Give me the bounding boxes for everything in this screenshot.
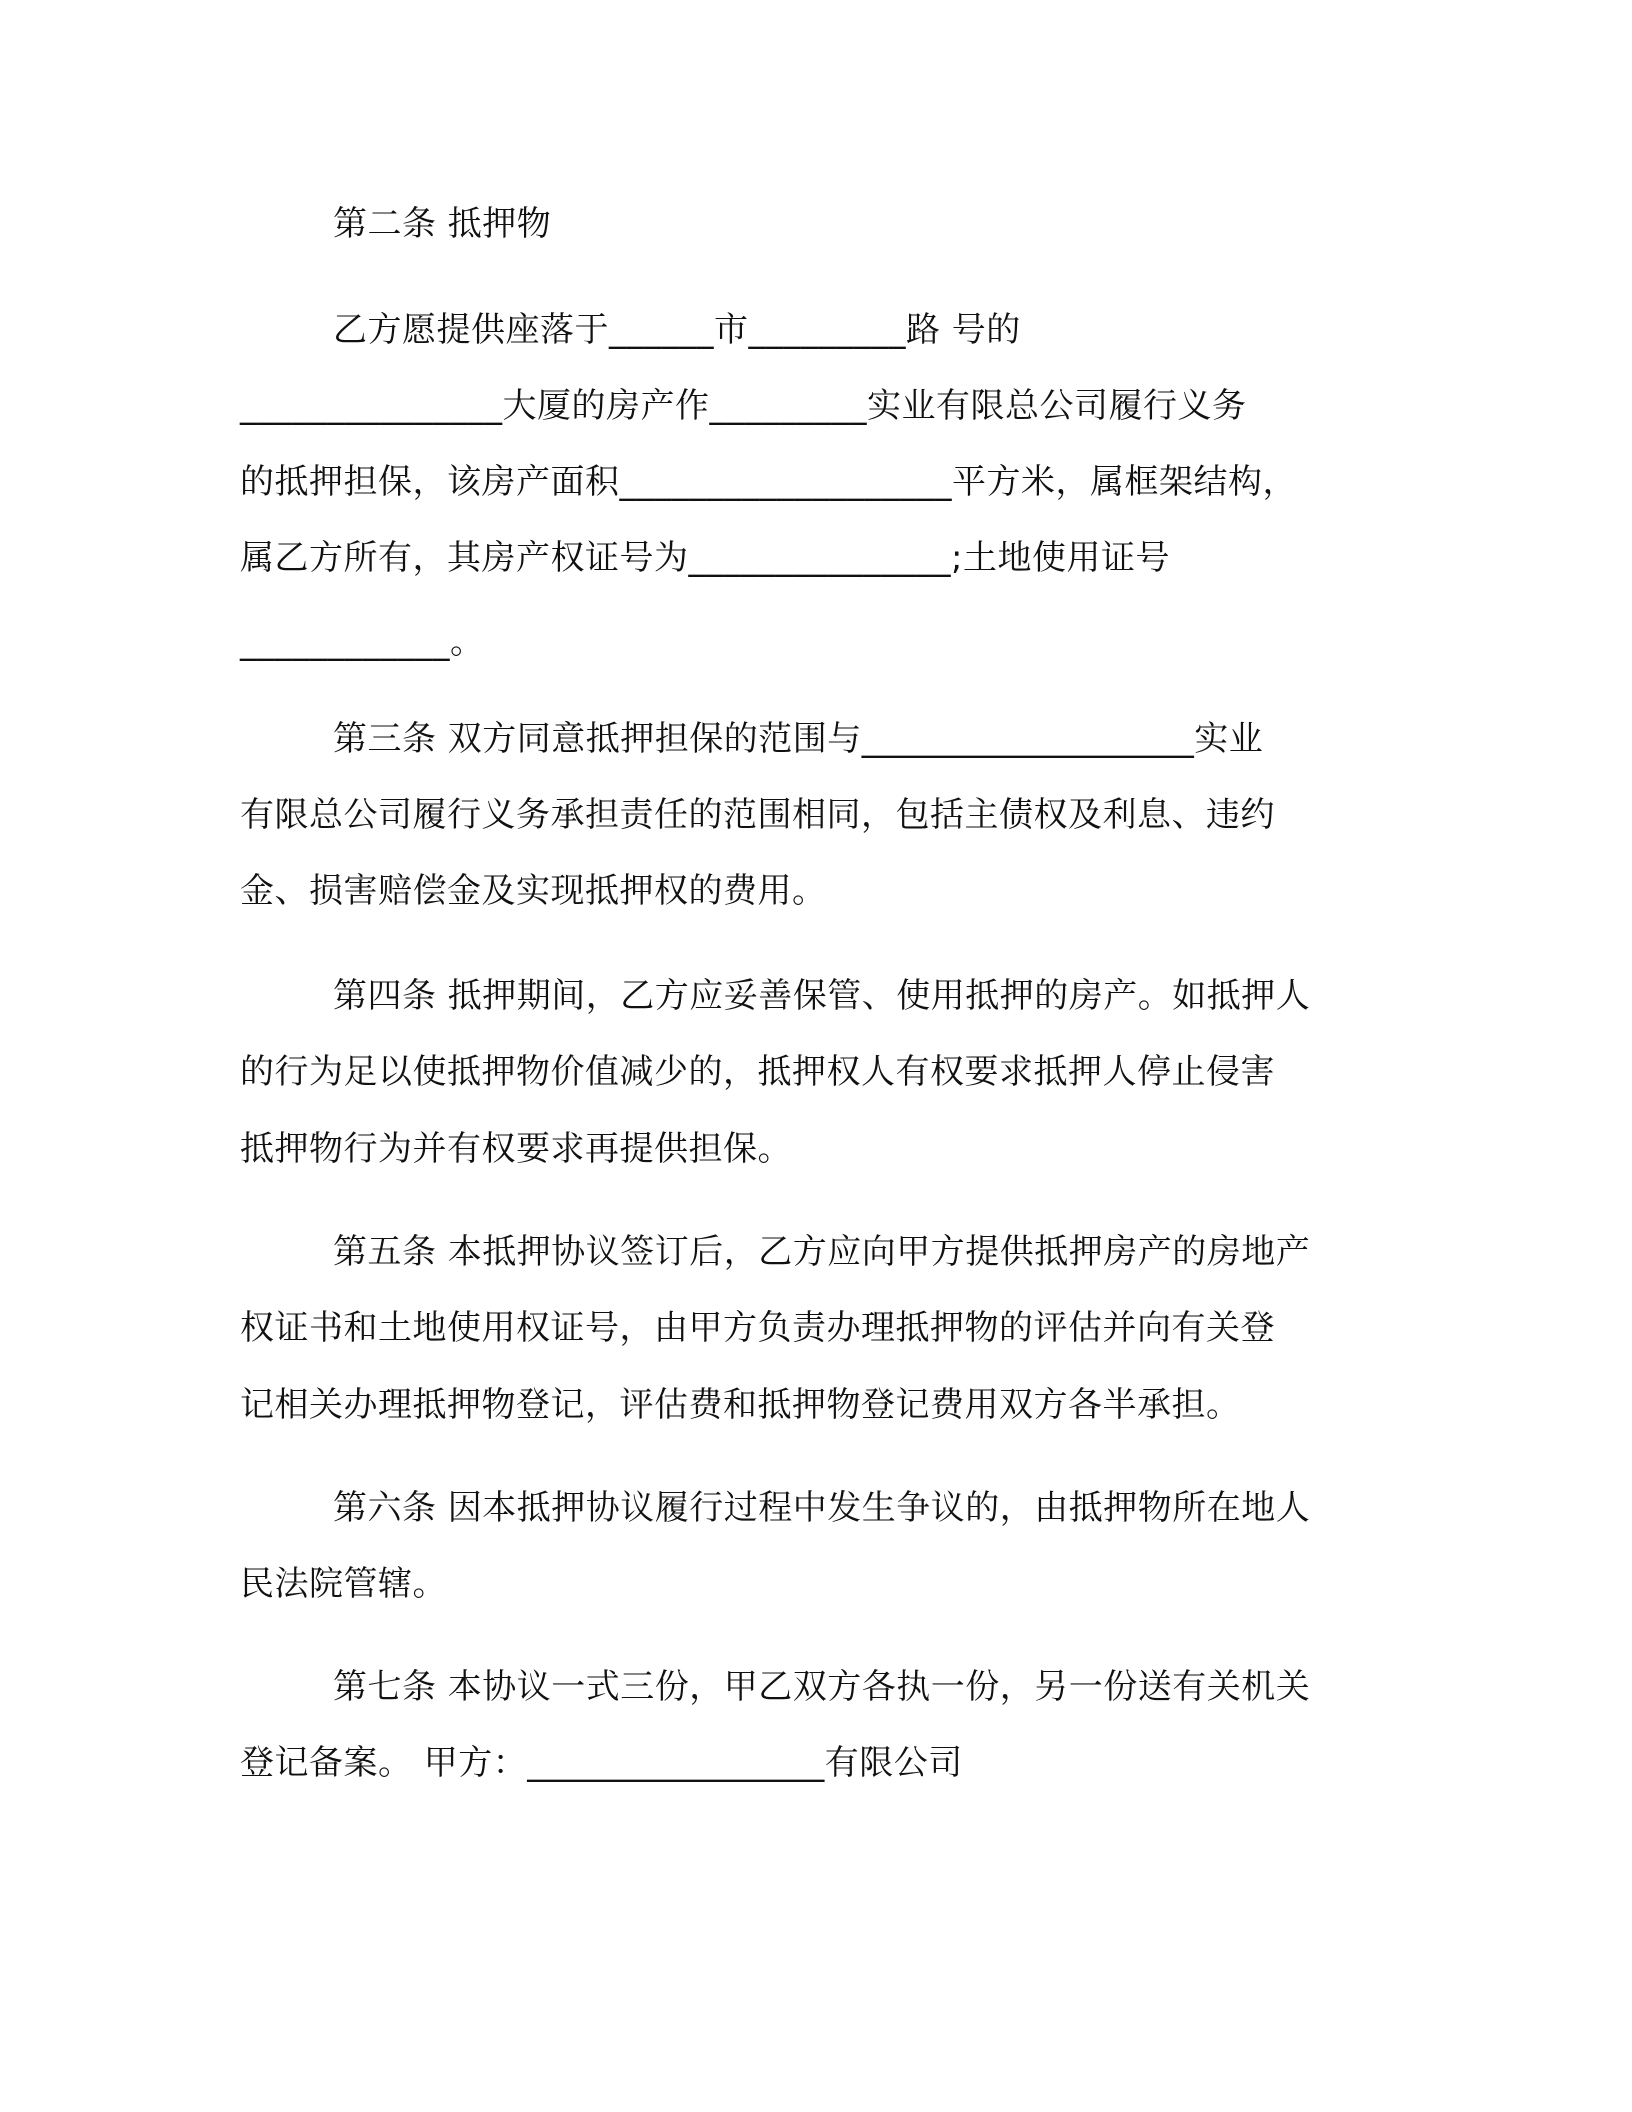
- article-3-line-2: 有限总公司履行义务承担责任的范围相同，包括主债权及利息、违约: [240, 795, 1275, 835]
- article-6-line-1: 第六条 因本抵押协议履行过程中发生争议的，由抵押物所在地人: [333, 1488, 1311, 1528]
- article-5-line-1: 第五条 本抵押协议签订后，乙方应向甲方提供抵押房产的房地产: [333, 1232, 1311, 1272]
- article-6-line-2: 民法院管辖。: [240, 1564, 447, 1604]
- article-7-line-2: 登记备案。 甲方：_________________有限公司: [240, 1743, 963, 1783]
- article-2-title: 第二条 抵押物: [333, 204, 552, 244]
- article-2-line-4: 属乙方所有，其房产权证号为_______________;土地使用证号: [240, 538, 1170, 578]
- article-3-line-3: 金、损害赔偿金及实现抵押权的费用。: [240, 871, 827, 911]
- article-2-line-5: ____________。: [240, 622, 485, 662]
- article-5-line-3: 记相关办理抵押物登记，评估费和抵押物登记费用双方各半承担。: [240, 1385, 1241, 1425]
- article-2-line-3: 的抵押担保，该房产面积___________________平方米，属框架结构，: [240, 462, 1297, 502]
- article-4-line-2: 的行为足以使抵押物价值减少的，抵押权人有权要求抵押人停止侵害: [240, 1052, 1275, 1092]
- article-5-line-2: 权证书和土地使用权证号，由甲方负责办理抵押物的评估并向有关登: [240, 1308, 1275, 1348]
- article-4-line-3: 抵押物行为并有权要求再提供担保。: [240, 1129, 792, 1169]
- article-2-line-2: _______________大厦的房产作_________实业有限总公司履行义务: [240, 386, 1247, 426]
- article-4-line-1: 第四条 抵押期间，乙方应妥善保管、使用抵押的房产。如抵押人: [333, 976, 1311, 1016]
- article-3-line-1: 第三条 双方同意抵押担保的范围与___________________实业: [333, 719, 1264, 759]
- article-7-line-1: 第七条 本协议一式三份，甲乙双方各执一份，另一份送有关机关: [333, 1667, 1311, 1707]
- article-2-line-1: 乙方愿提供座落于______市_________路 号的: [333, 310, 1021, 350]
